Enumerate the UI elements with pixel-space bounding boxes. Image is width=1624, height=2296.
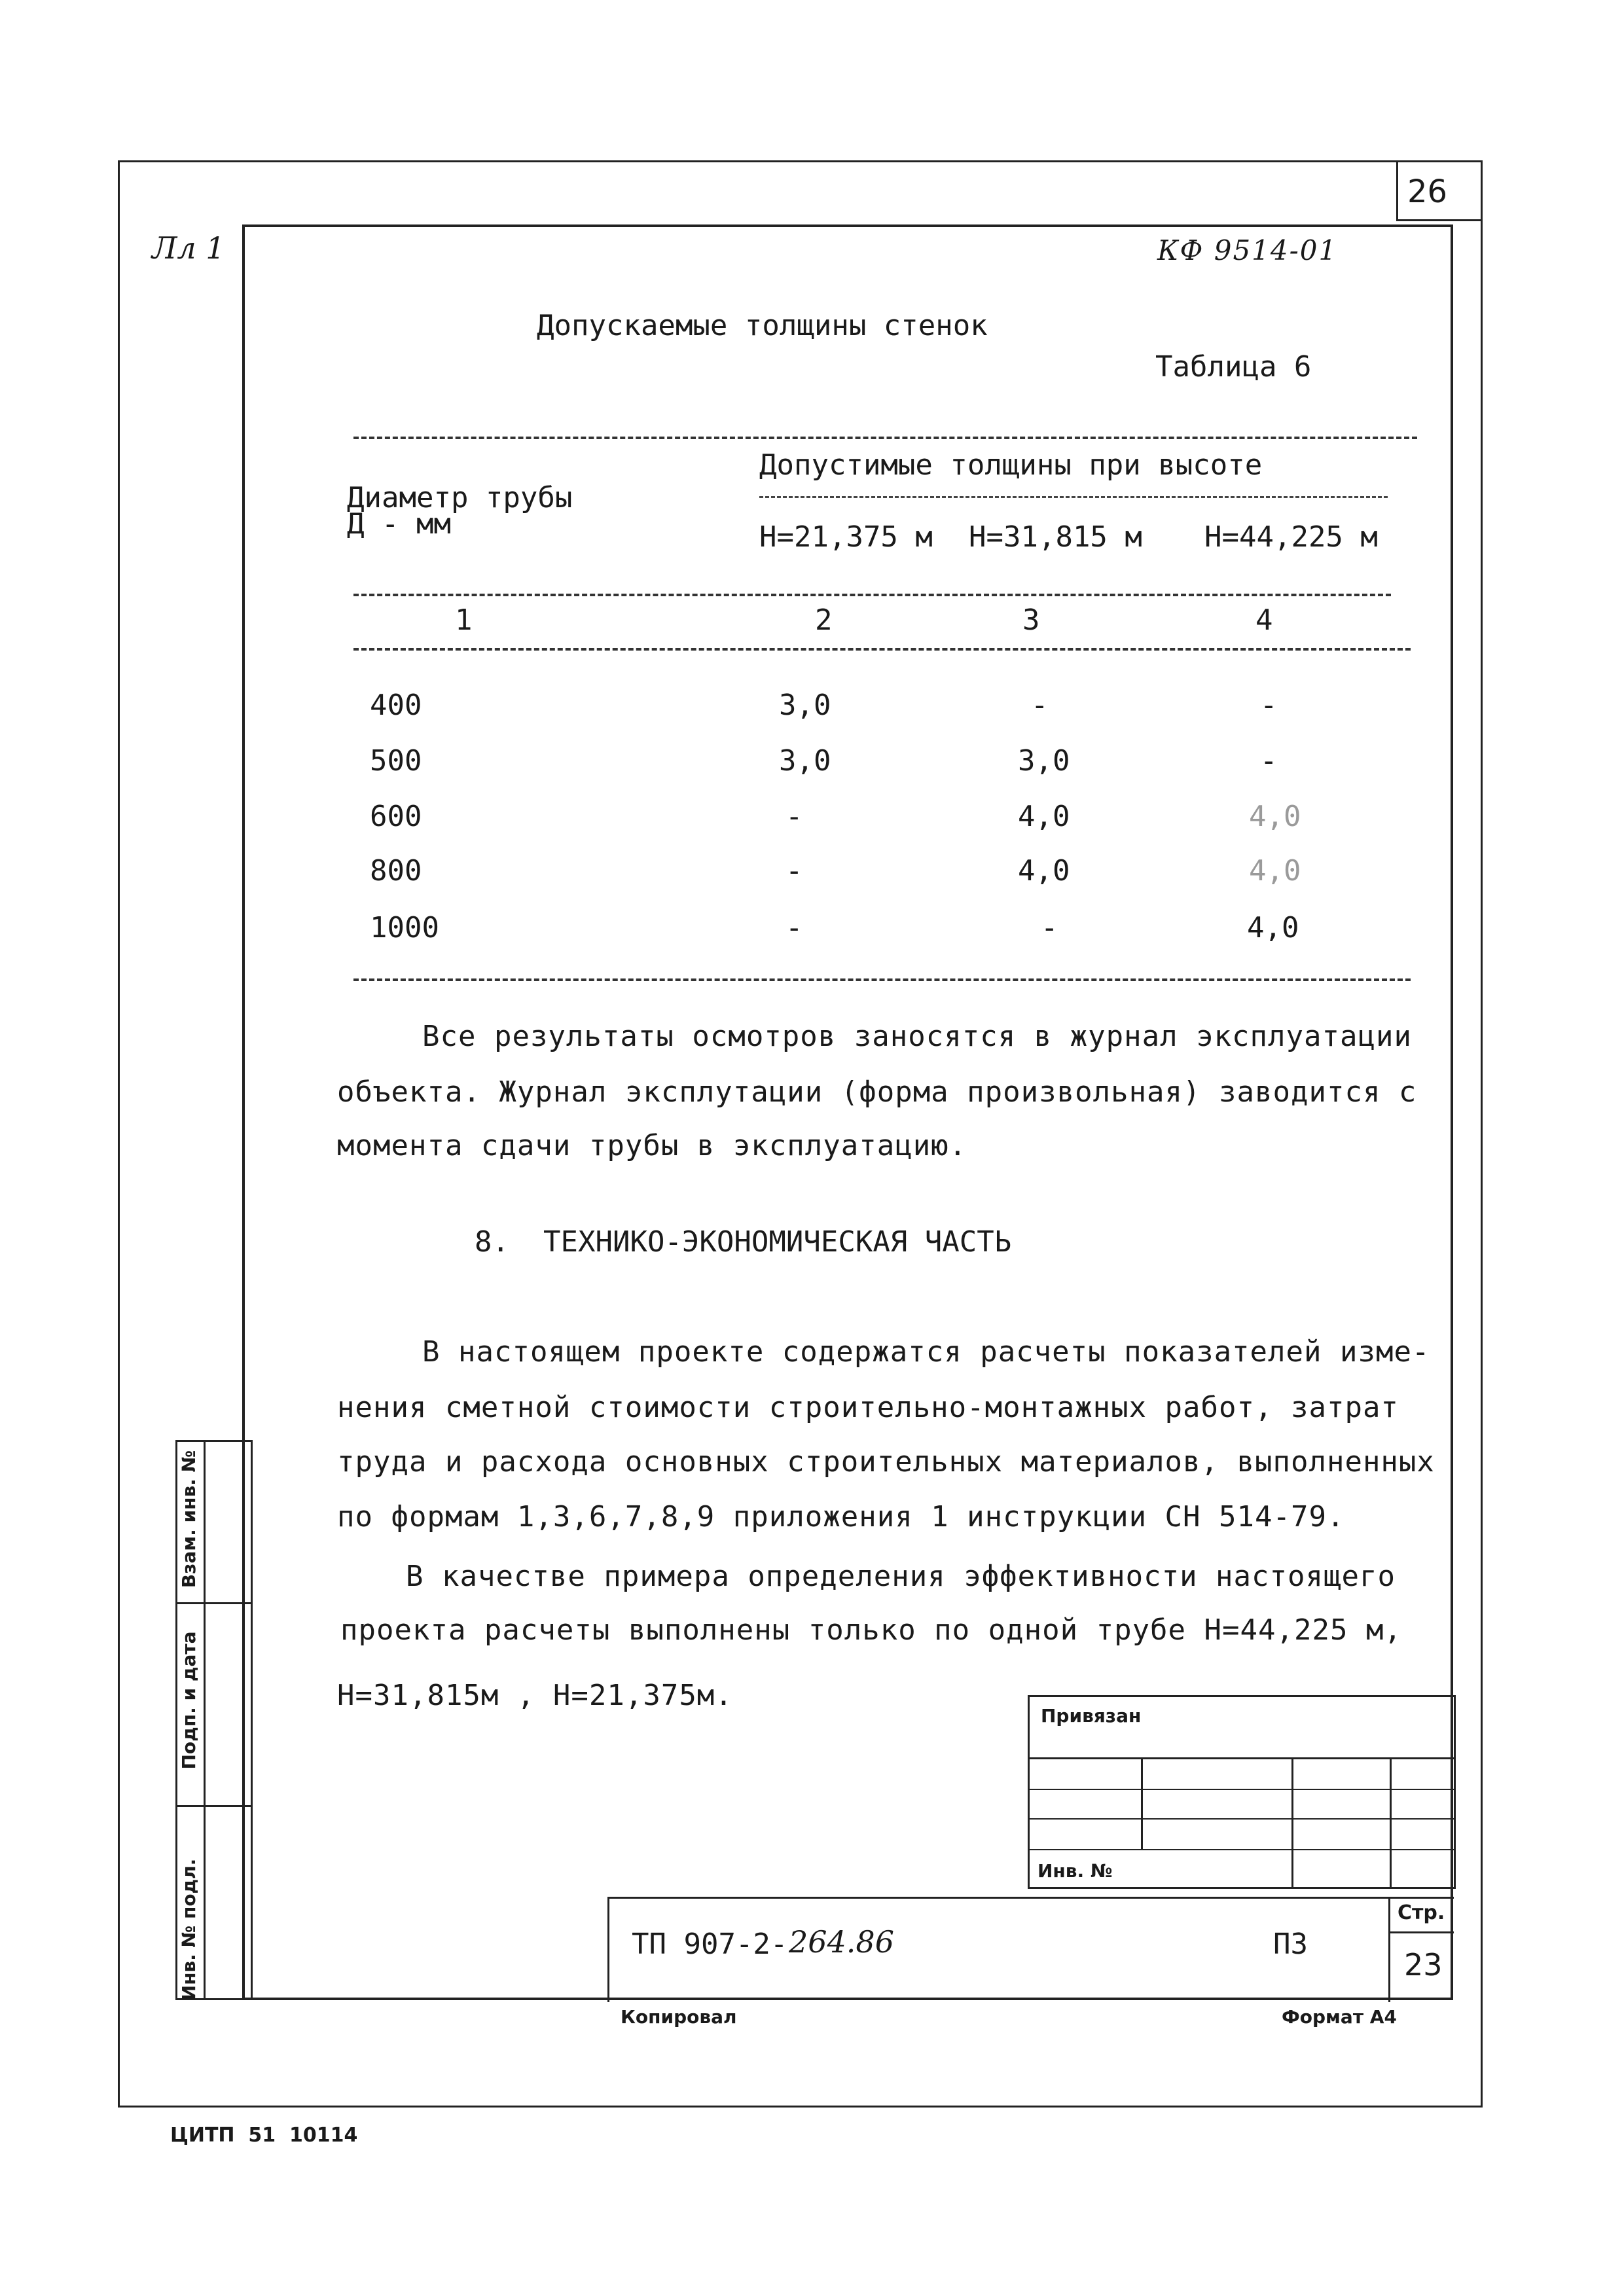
outer-frame-right — [1481, 160, 1483, 2108]
table-row-3-diameter: 600 — [370, 800, 422, 833]
sheet-number: 26 — [1407, 173, 1448, 210]
table-group-header: Допустимые толщины при высоте — [759, 448, 1263, 482]
sheet-number-box-left — [1396, 160, 1398, 221]
table-row-3-h3: 4,0 — [1249, 800, 1301, 833]
table-label: Таблица 6 — [1155, 350, 1312, 384]
paragraph-2-line-3: труда и расхода основных строительных материалов, выполненных — [337, 1445, 1435, 1479]
side-stamp-replacement-inv: Взам. инв. № — [178, 1450, 200, 1588]
table-header-height-2: Н=31,815 м — [969, 520, 1142, 554]
page-number: 23 — [1404, 1947, 1443, 1982]
side-stamp-original-inv: Инв. № подл. — [178, 1858, 200, 2001]
table-row-1-diameter: 400 — [370, 689, 422, 722]
table-row-3-h1: - — [785, 800, 803, 833]
table-rule-header-bottom — [353, 594, 1391, 596]
paragraph-3-line-2: проекта расчеты выполнены только по одной трубе Н=44,225 м, — [340, 1613, 1402, 1647]
inner-frame-top — [242, 224, 1453, 227]
table-row-2-diameter: 500 — [370, 744, 422, 778]
table-row-4-h2: 4,0 — [1018, 854, 1070, 888]
outer-frame-left — [118, 160, 120, 2108]
table-column-number-1: 1 — [455, 603, 473, 637]
table-row-4-h1: - — [785, 854, 803, 888]
table-row-1-h1: 3,0 — [779, 689, 831, 722]
paragraph-3-line-1: В качестве примера определения эффективности настоящего — [406, 1560, 1396, 1593]
table-row-5-h1: - — [785, 911, 803, 944]
page-label: Стр. — [1398, 1901, 1445, 1924]
doc-type: ПЗ — [1273, 1928, 1308, 1961]
linked-label: Привязан — [1041, 1705, 1142, 1727]
paragraph-3-line-3: Н=31,815м , Н=21,375м. — [337, 1679, 733, 1712]
printer-code: ЦИТП 51 10114 — [170, 2124, 358, 2147]
table-row-4-h3: 4,0 — [1249, 854, 1301, 888]
margin-note: Лл 1 — [152, 230, 225, 266]
table-row-2-h3: - — [1260, 744, 1278, 778]
doc-code: ТП 907-2- — [632, 1928, 788, 1961]
table-rule-numbers-bottom — [353, 648, 1411, 651]
paragraph-1-line-3: момента сдачи трубы в эксплуатацию. — [337, 1129, 967, 1162]
inv-label: Инв. № — [1038, 1860, 1113, 1882]
table-column-number-2: 2 — [815, 603, 833, 637]
paragraph-2-line-2: нения сметной стоимости строительно-монтажных работ, затрат — [337, 1391, 1399, 1424]
table-rule-bottom — [353, 978, 1411, 981]
doc-code-handwritten: 264.86 — [789, 1924, 894, 1960]
table-row-3-h2: 4,0 — [1018, 800, 1070, 833]
table-row-5-h2: - — [1041, 911, 1058, 944]
outer-frame-bottom — [118, 2106, 1483, 2108]
paragraph-1-line-1: Все результаты осмотров заносятся в журнал эксплуатации — [422, 1020, 1412, 1053]
table-header-height-3: Н=44,225 м — [1204, 520, 1378, 554]
table-row-1-h2: - — [1031, 689, 1049, 722]
table-header-diameter: Диаметр трубы — [347, 481, 573, 514]
table-rule-group — [759, 496, 1388, 498]
paragraph-2-line-4: по формам 1,3,6,7,8,9 приложения 1 инструкции СН 514-79. — [337, 1500, 1345, 1534]
table-rule-top — [353, 437, 1417, 439]
table-row-5-diameter: 1000 — [370, 911, 439, 944]
table-column-number-4: 4 — [1255, 603, 1273, 637]
document-code-handwritten: КФ 9514-01 — [1157, 234, 1338, 266]
side-stamp-signature-date: Подп. и дата — [178, 1631, 200, 1770]
section-title: ТЕХНИКО-ЭКОНОМИЧЕСКАЯ ЧАСТЬ — [543, 1225, 1012, 1259]
table-header-diameter-unit: Д - мм — [347, 507, 451, 541]
paragraph-2-line-1: В настоящем проекте содержатся расчеты показателей изме- — [422, 1335, 1430, 1369]
table-column-number-3: 3 — [1022, 603, 1040, 637]
paragraph-1-line-2: объекта. Журнал эксплутации (форма произвольная) заводится с — [337, 1075, 1417, 1109]
sheet-number-box-bottom — [1396, 219, 1483, 221]
outer-frame-top — [118, 160, 1483, 162]
table-row-1-h3: - — [1260, 689, 1278, 722]
table-row-2-h1: 3,0 — [779, 744, 831, 778]
section-number: 8. — [475, 1225, 509, 1259]
table-row-4-diameter: 800 — [370, 854, 422, 888]
table-row-5-h3: 4,0 — [1247, 911, 1299, 944]
table-row-2-h2: 3,0 — [1018, 744, 1070, 778]
copied-by: Копировал — [621, 2006, 737, 2028]
format-label: Формат А4 — [1282, 2006, 1397, 2028]
table-title: Допускаемые толщины стенок — [537, 309, 988, 342]
table-header-height-1: Н=21,375 м — [759, 520, 933, 554]
